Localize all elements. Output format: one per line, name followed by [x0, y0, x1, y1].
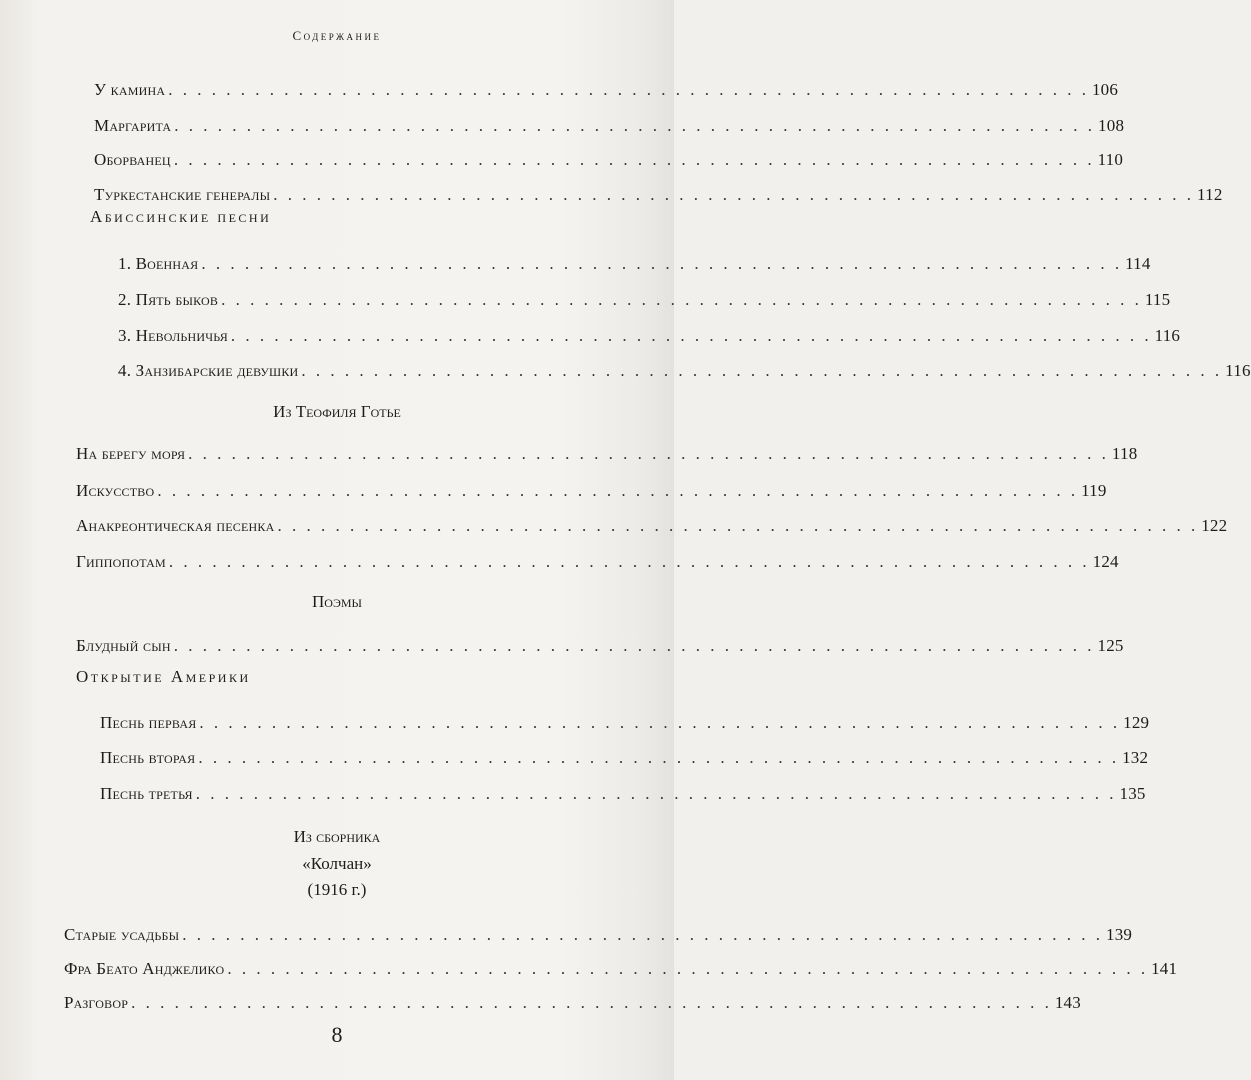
collection-heading: Из сборника	[293, 827, 381, 846]
toc-entry	[64, 959, 1178, 979]
entry-page: 110	[1097, 150, 1124, 169]
entry-title: Оборванец	[94, 150, 171, 169]
toc-entry	[100, 784, 1146, 804]
leader-dots: . . . . . . . . . . . . . . . . . . . . . . . . . . . . . . . . . . . . . . . . . . . . . . . . . . . . . . . . . . . . . . . .	[131, 993, 1052, 1012]
entry-page: 141	[1151, 959, 1178, 978]
leader-dots: . . . . . . . . . . . . . . . . . . . . . . . . . . . . . . . . . . . . . . . . . . . . . . . . . . . . . . . . . . . . . . . .	[168, 80, 1089, 99]
entry-title: Песнь первая	[100, 713, 197, 732]
leader-dots: . . . . . . . . . . . . . . . . . . . . . . . . . . . . . . . . . . . . . . . . . . . . . . . . . . . . . . . . . . . . . . . .	[173, 636, 1095, 655]
entry-page: 116	[1154, 326, 1181, 345]
entry-page: 143	[1054, 993, 1081, 1012]
entry-title: 4. Занзибарские девушки	[118, 361, 299, 380]
toc-entry	[100, 713, 1150, 733]
entry-title: Анакреонтическая песенка	[76, 516, 275, 535]
entry-page: 122	[1201, 516, 1228, 535]
entry-title: На берегу моря	[76, 444, 186, 463]
leader-dots: . . . . . . . . . . . . . . . . . . . . . . . . . . . . . . . . . . . . . . . . . . . . . . . . . . . . . . . . . . . . . . . .	[230, 326, 1152, 345]
leader-dots: . . . . . . . . . . . . . . . . . . . . . . . . . . . . . . . . . . . . . . . . . . . . . . . . . . . . . . . . . . . . . . . .	[277, 516, 1199, 535]
toc-entry	[94, 116, 1125, 136]
leader-dots: . . . . . . . . . . . . . . . . . . . . . . . . . . . . . . . . . . . . . . . . . . . . . . . . . . . . . . . . . . . . . . . .	[174, 116, 1096, 135]
entry-page: 135	[1119, 784, 1146, 803]
leader-dots: . . . . . . . . . . . . . . . . . . . . . . . . . . . . . . . . . . . . . . . . . . . . . . . . . . . . . . . . . . . . . . . .	[301, 361, 1223, 380]
entry-title: Песнь вторая	[100, 748, 196, 767]
entry-page: 115	[1144, 290, 1171, 309]
entry-title: Разговор	[64, 993, 129, 1012]
entry-title: Старые усадьбы	[64, 925, 180, 944]
toc-entry	[64, 993, 1081, 1013]
collection-title: «Колчан»	[302, 854, 372, 873]
section-heading: Абиссинские песни	[90, 207, 272, 226]
toc-entry	[118, 290, 1171, 310]
entry-page: 116	[1225, 361, 1251, 380]
entry-page: 129	[1123, 713, 1150, 732]
entry-page: 106	[1091, 80, 1119, 99]
toc-entry	[118, 254, 1151, 274]
entry-page: 124	[1092, 552, 1119, 571]
leader-dots: . . . . . . . . . . . . . . . . . . . . . . . . . . . . . . . . . . . . . . . . . . . . . . . . . . . . . . . . . . . . . . . .	[199, 713, 1121, 732]
toc-entry	[100, 748, 1149, 768]
entry-title: Маргарита	[94, 116, 172, 135]
entry-title: 1. Военная	[118, 254, 199, 273]
entry-title: 2. Пять быков	[118, 290, 219, 309]
entry-page: 119	[1081, 481, 1107, 500]
section-heading: Открытие Америки	[76, 667, 251, 686]
leader-dots: . . . . . . . . . . . . . . . . . . . . . . . . . . . . . . . . . . . . . . . . . . . . . . . . . . . . . . . . . . . . . . . .	[168, 552, 1090, 571]
leader-dots: . . . . . . . . . . . . . . . . . . . . . . . . . . . . . . . . . . . . . . . . . . . . . . . . . . . . . . . . . . . . . . . .	[173, 150, 1095, 169]
entry-title: Песнь третья	[100, 784, 193, 803]
leader-dots: . . . . . . . . . . . . . . . . . . . . . . . . . . . . . . . . . . . . . . . . . . . . . . . . . . . . . . . . . . . . . . . .	[221, 290, 1142, 309]
leader-dots: . . . . . . . . . . . . . . . . . . . . . . . . . . . . . . . . . . . . . . . . . . . . . . . . . . . . . . . . . . . . . . . .	[227, 959, 1149, 978]
toc-entry	[94, 185, 1223, 205]
entry-title: Фра Беато Анджелико	[64, 959, 225, 978]
toc-entry	[94, 80, 1119, 100]
section-heading: Поэмы	[312, 592, 362, 611]
entry-title: Блудный сын	[76, 636, 171, 655]
toc-entry	[76, 444, 1138, 464]
entry-page: 114	[1125, 254, 1151, 273]
entry-page: 132	[1122, 748, 1149, 767]
entry-title: 3. Невольничья	[118, 326, 228, 345]
section-heading: Из Теофиля Готье	[273, 402, 401, 421]
page-number: 8	[331, 1022, 343, 1047]
entry-page: 139	[1106, 925, 1133, 944]
leader-dots: . . . . . . . . . . . . . . . . . . . . . . . . . . . . . . . . . . . . . . . . . . . . . . . . . . . . . . . . . . . . . . . .	[195, 784, 1117, 803]
entry-page: 125	[1097, 636, 1124, 655]
toc-entry	[76, 552, 1119, 572]
toc-entry	[64, 925, 1133, 945]
entry-page: 118	[1111, 444, 1138, 463]
leader-dots: . . . . . . . . . . . . . . . . . . . . . . . . . . . . . . . . . . . . . . . . . . . . . . . . . . . . . . . . . . . . . . . .	[188, 444, 1109, 463]
toc-entry	[76, 481, 1107, 501]
toc-entry	[76, 636, 1124, 656]
leader-dots: . . . . . . . . . . . . . . . . . . . . . . . . . . . . . . . . . . . . . . . . . . . . . . . . . . . . . . . . . . . . . . . .	[157, 481, 1079, 500]
leader-dots: . . . . . . . . . . . . . . . . . . . . . . . . . . . . . . . . . . . . . . . . . . . . . . . . . . . . . . . . . . . . . . . .	[198, 748, 1120, 767]
leader-dots: . . . . . . . . . . . . . . . . . . . . . . . . . . . . . . . . . . . . . . . . . . . . . . . . . . . . . . . . . . . . . . . .	[201, 254, 1123, 273]
entry-title: Искусство	[76, 481, 155, 500]
collection-year: (1916 г.)	[307, 880, 367, 899]
entry-title: Гиппопотам	[76, 552, 166, 571]
toc-entry	[118, 361, 1251, 381]
running-header: Содержание	[292, 28, 382, 43]
toc-entry	[118, 326, 1181, 346]
toc-entry	[94, 150, 1124, 170]
entry-page: 108	[1098, 116, 1125, 135]
entry-title: Туркестанские генералы	[94, 185, 271, 204]
leader-dots: . . . . . . . . . . . . . . . . . . . . . . . . . . . . . . . . . . . . . . . . . . . . . . . . . . . . . . . . . . . . . . . .	[182, 925, 1104, 944]
entry-title: У камина	[94, 80, 166, 99]
leader-dots: . . . . . . . . . . . . . . . . . . . . . . . . . . . . . . . . . . . . . . . . . . . . . . . . . . . . . . . . . . . . . . . .	[273, 185, 1195, 204]
entry-page: 112	[1197, 185, 1223, 204]
toc-entry	[76, 516, 1228, 536]
